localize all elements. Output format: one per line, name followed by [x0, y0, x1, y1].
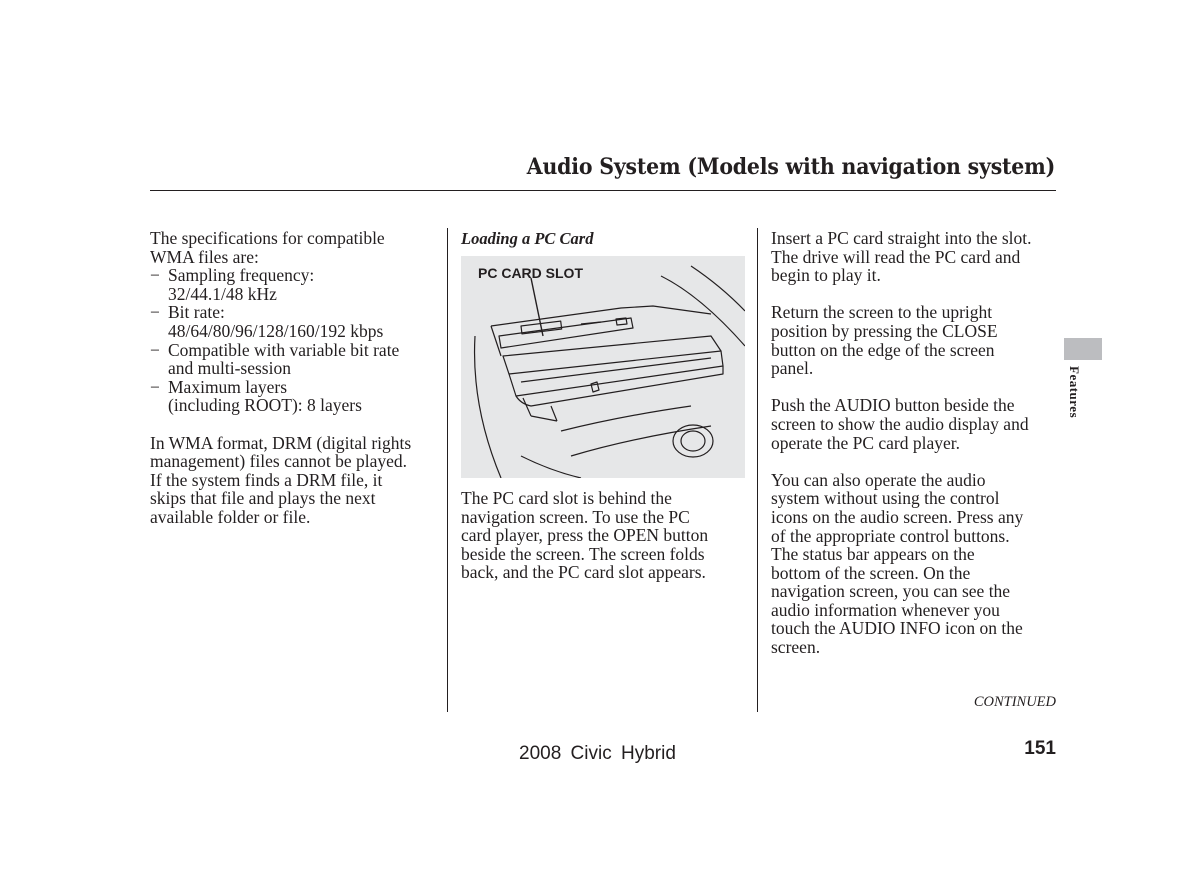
body-line: position by pressing the CLOSE: [771, 320, 998, 341]
body-line: audio information whenever you: [771, 599, 1000, 620]
figure-label: PC CARD SLOT: [478, 265, 583, 281]
body-line: Push the AUDIO button beside the: [771, 395, 1015, 416]
spec-text: Sampling frequency:: [168, 265, 315, 286]
continued-marker: CONTINUED: [973, 694, 1056, 710]
spec-item: [150, 378, 411, 415]
dash-mark: −: [150, 339, 160, 360]
body-line: of the appropriate control buttons.: [771, 525, 1010, 546]
spec-text: 32/44.1/48 kHz: [168, 283, 277, 304]
spec-text: Compatible with variable bit rate: [168, 339, 400, 360]
column-divider: [757, 228, 758, 712]
column-3: [771, 229, 1032, 657]
spec-text: Maximum layers: [168, 376, 288, 397]
body-line: If the system finds a DRM file, it: [150, 469, 383, 490]
body-line: The drive will read the PC card and: [771, 246, 1021, 267]
body-line: Insert a PC card straight into the slot.: [771, 228, 1032, 248]
section-tab: [1064, 338, 1102, 360]
page-number: 151: [1024, 738, 1056, 759]
dash-mark: −: [150, 302, 160, 323]
body-line: screen.: [771, 637, 821, 658]
spec-text: (including ROOT): 8 layers: [168, 395, 362, 416]
pc-card-slot-illustration: [461, 256, 745, 478]
footer-model: 2008 Civic Hybrid: [519, 743, 676, 764]
insert-paragraph: [771, 229, 1032, 285]
body-line: navigation screen. To use the PC: [461, 506, 690, 527]
body-line: bottom of the screen. On the: [771, 562, 971, 583]
body-line: touch the AUDIO INFO icon on the: [771, 618, 1023, 639]
section-subheading: Loading a PC Card: [461, 229, 594, 248]
dash-mark: −: [150, 376, 160, 397]
dash-mark: −: [150, 265, 160, 286]
body-line: icons on the audio screen. Press any: [771, 506, 1024, 527]
body-line: button on the edge of the screen: [771, 339, 995, 360]
section-tab-text: Features: [1067, 366, 1082, 419]
body-line: panel.: [771, 358, 814, 379]
body-line: screen to show the audio display and: [771, 413, 1029, 434]
header-rule: [150, 190, 1056, 191]
return-paragraph: [771, 303, 1032, 377]
control-buttons-paragraph: [771, 471, 1032, 657]
body-line: beside the screen. The screen folds: [461, 543, 705, 564]
spec-text: 48/64/80/96/128/160/192 kbps: [168, 320, 384, 341]
body-line: You can also operate the audio: [771, 469, 986, 490]
spec-item: [150, 266, 411, 303]
body-line: navigation screen, you can see the: [771, 581, 1011, 602]
section-tab-label: [1066, 366, 1084, 426]
drm-paragraph: [150, 434, 411, 527]
body-line: begin to play it.: [771, 265, 881, 286]
spec-item: [150, 303, 411, 340]
page-title: Audio System (Models with navigation system): [526, 154, 1055, 180]
intro-line: WMA files are:: [150, 246, 259, 267]
column-2-body: [461, 489, 708, 582]
spec-text: Bit rate:: [168, 302, 225, 323]
dashboard-drawing: [461, 256, 745, 478]
body-line: system without using the control: [771, 488, 1000, 509]
intro-line: The specifications for compatible: [150, 228, 385, 248]
audio-button-paragraph: [771, 396, 1032, 452]
body-line: available folder or file.: [150, 506, 311, 527]
body-line: Return the screen to the upright: [771, 302, 993, 323]
body-line: management) files cannot be played.: [150, 451, 408, 472]
body-line: The status bar appears on the: [771, 544, 975, 565]
body-line: card player, press the OPEN button: [461, 525, 709, 546]
column-1: [150, 229, 411, 527]
body-line: The PC card slot is behind the: [461, 488, 672, 508]
spec-item: [150, 341, 411, 378]
column-divider: [447, 228, 448, 712]
body-line: operate the PC card player.: [771, 432, 961, 453]
body-line: skips that file and plays the next: [150, 488, 376, 509]
body-line: back, and the PC card slot appears.: [461, 562, 706, 583]
spec-text: and multi-session: [168, 358, 291, 379]
body-line: In WMA format, DRM (digital rights: [150, 432, 412, 453]
